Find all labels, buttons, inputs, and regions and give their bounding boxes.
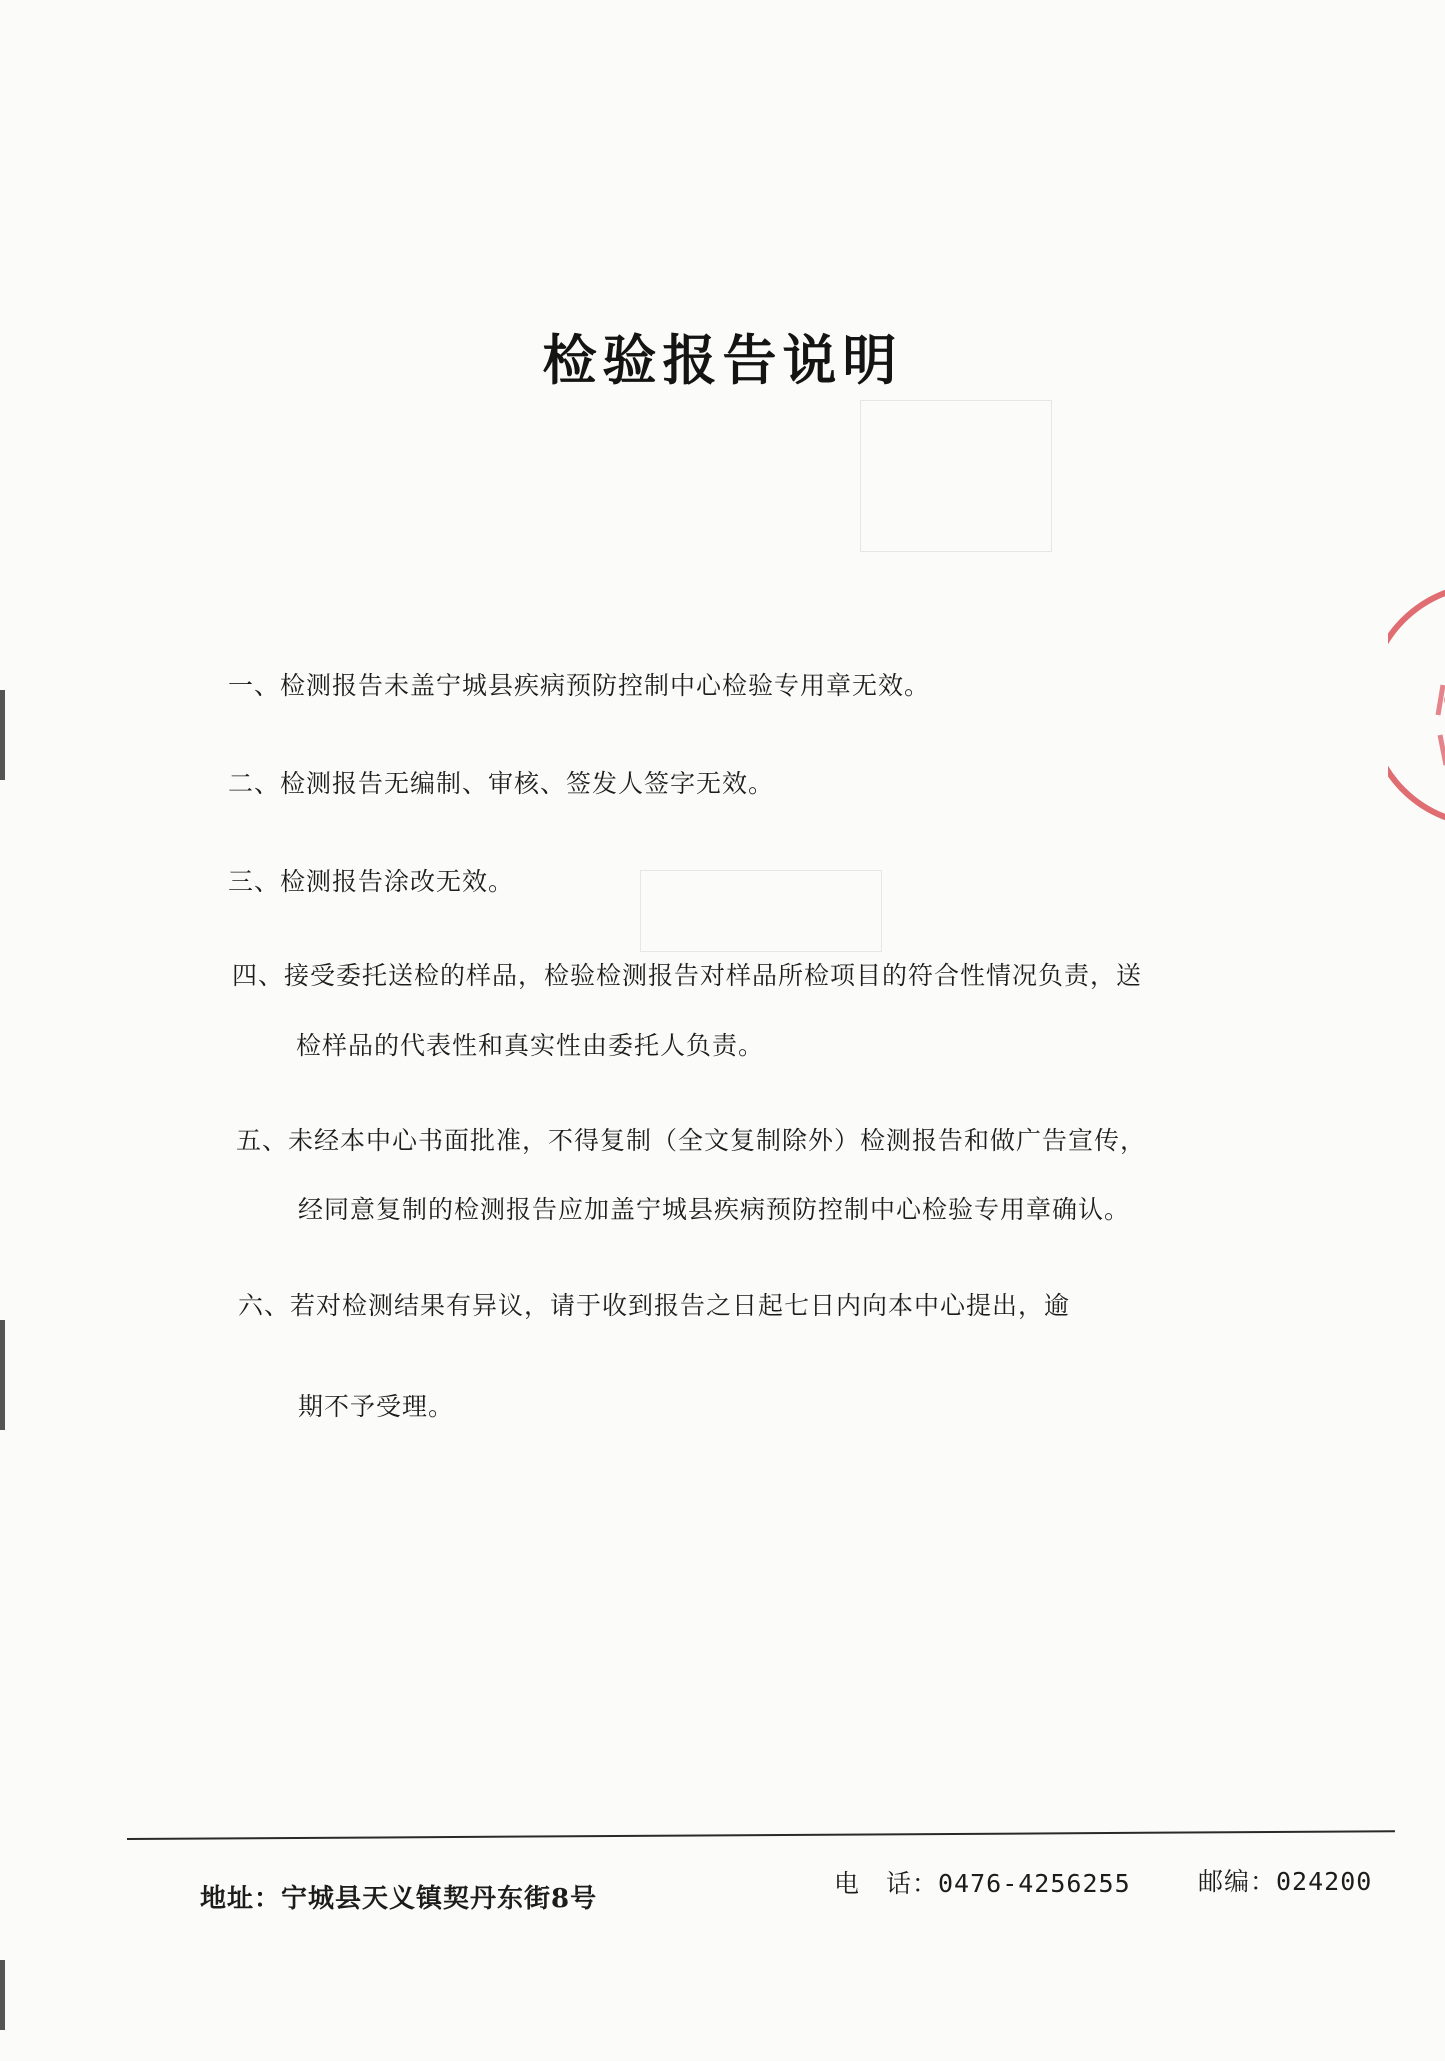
clause-1: 一、检测报告未盖宁城县疾病预防控制中心检验专用章无效。 [228,671,931,700]
footer-rule [127,1830,1395,1840]
scan-artifact [860,400,1052,552]
scan-edge-mark [0,1320,5,1430]
clause-6-line-1: 六、若对检测结果有异议，请于收到报告之日起七日内向本中心提出，逾 [238,1291,1071,1320]
scan-edge-mark [0,690,5,780]
footer-phone: 电 话：0476-4256255 [834,1869,1131,1898]
footer-postcode: 邮编：024200 [1198,1867,1373,1896]
clause-2: 二、检测报告无编制、审核、签发人签字无效。 [228,769,775,798]
clause-6-line-2: 期不予受理。 [298,1392,455,1421]
clause-4-line-1: 四、接受委托送检的样品，检验检测报告对样品所检项目的符合性情况负责，送 [232,961,1143,990]
scan-edge-mark [0,1960,5,2030]
scan-artifact [640,870,882,952]
clause-5-line-1: 五、未经本中心书面批准，不得复制（全文复制除外）检测报告和做广告宣传， [236,1126,1147,1155]
document-title: 检验报告说明 [542,329,903,392]
clause-5-line-2: 经同意复制的检测报告应加盖宁城县疾病预防控制中心检验专用章确认。 [298,1195,1131,1224]
clause-4-line-2: 检样品的代表性和真实性由委托人负责。 [296,1031,765,1060]
footer-address: 地址：宁城县天义镇契丹东街8号 [200,1884,598,1914]
clause-3: 三、检测报告涂改无效。 [228,867,515,896]
official-stamp-partial [1388,575,1445,835]
